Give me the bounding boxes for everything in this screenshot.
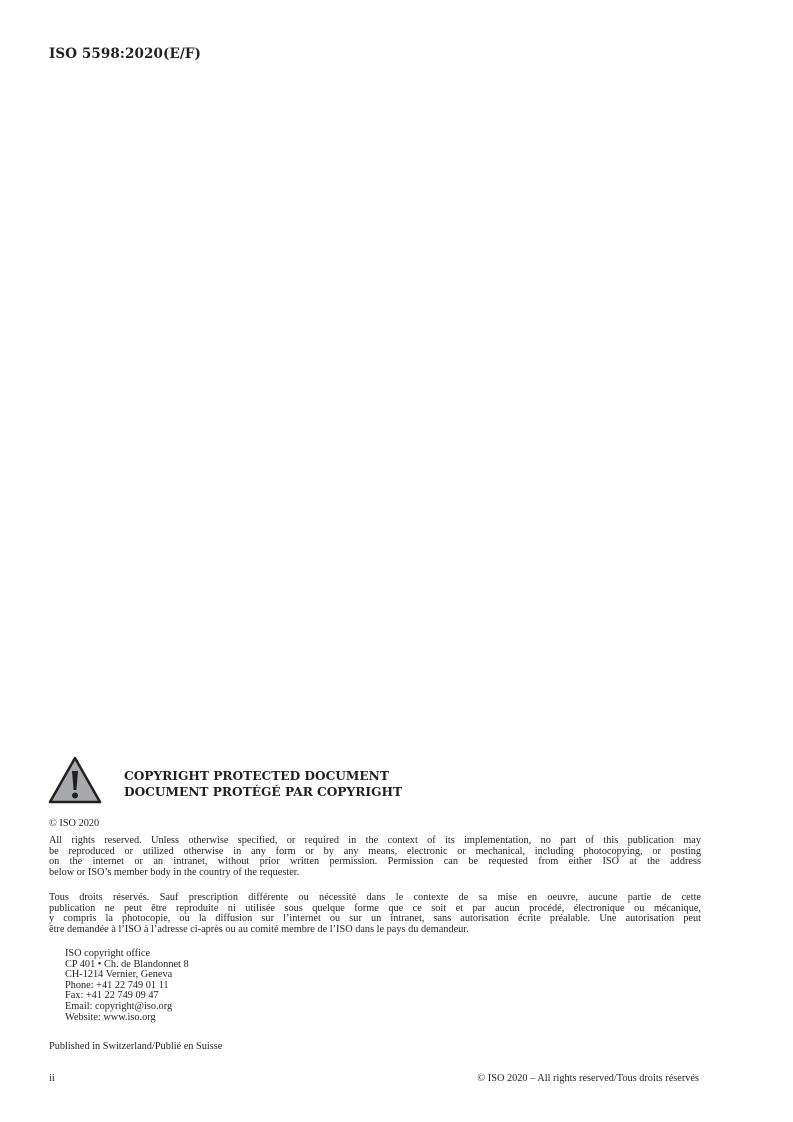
rights-fr-line: être demandée à l’ISO à l’adresse ci-après ou au comité membre de l’ISO dans le pays du demandeur. <box>49 923 469 935</box>
rights-fr-line: publication ne peut être reproduite ni utilisée sous quelque forme que ce soit et par aucun procédé, électronique ou mécanique, <box>49 902 701 914</box>
address-fax: Fax: +41 22 749 09 47 <box>65 990 159 1002</box>
document-id: ISO 5598:2020(E/F) <box>49 46 202 62</box>
address-line: CP 401 • Ch. de Blandonnet 8 <box>65 958 189 970</box>
address-phone: Phone: +41 22 749 01 11 <box>65 979 169 991</box>
address-line: CH-1214 Vernier, Geneva <box>65 969 173 981</box>
address-website: Website: www.iso.org <box>65 1011 156 1023</box>
title-en: COPYRIGHT PROTECTED DOCUMENT <box>124 769 389 783</box>
published-location: Published in Switzerland/Publié en Suisse <box>49 1041 223 1052</box>
rights-en-line: on the internet or an intranet, without prior written permission. Permission can be requested from either ISO at the address <box>49 856 701 868</box>
address-line: ISO copyright office <box>65 948 151 959</box>
rights-fr-line: Tous droits réservés. Sauf prescription différente ou nécessité dans le contexte de sa mise en oeuvre, aucune partie de cette <box>49 892 701 903</box>
warning-triangle-icon <box>48 756 102 804</box>
rights-en-line: All rights reserved. Unless otherwise specified, or required in the context of its implementation, no part of this publication may <box>49 835 701 846</box>
rights-en-line: be reproduced or utilized otherwise in any form or by any means, electronic or mechanical, including photocopying, or posting <box>49 845 701 857</box>
address-email: Email: copyright@iso.org <box>65 1000 173 1012</box>
page-number: ii <box>49 1073 55 1084</box>
rights-paragraph-en <box>49 836 701 878</box>
iso-address-block <box>65 949 189 1023</box>
rights-fr-line: y compris la photocopie, ou la diffusion sur l’internet ou sur un intranet, sans autorisation écrite préalable. Une autorisation peut <box>49 913 701 925</box>
rights-en-line: below or ISO’s member body in the country of the requester. <box>49 866 300 878</box>
title-fr: DOCUMENT PROTÉGÉ PAR COPYRIGHT <box>124 785 403 799</box>
copyright-year: © ISO 2020 <box>49 818 100 829</box>
copyright-notice-title <box>124 768 402 800</box>
footer-rights: © ISO 2020 – All rights reserved/Tous droits réservés <box>477 1073 699 1084</box>
rights-paragraph-fr <box>49 893 701 935</box>
